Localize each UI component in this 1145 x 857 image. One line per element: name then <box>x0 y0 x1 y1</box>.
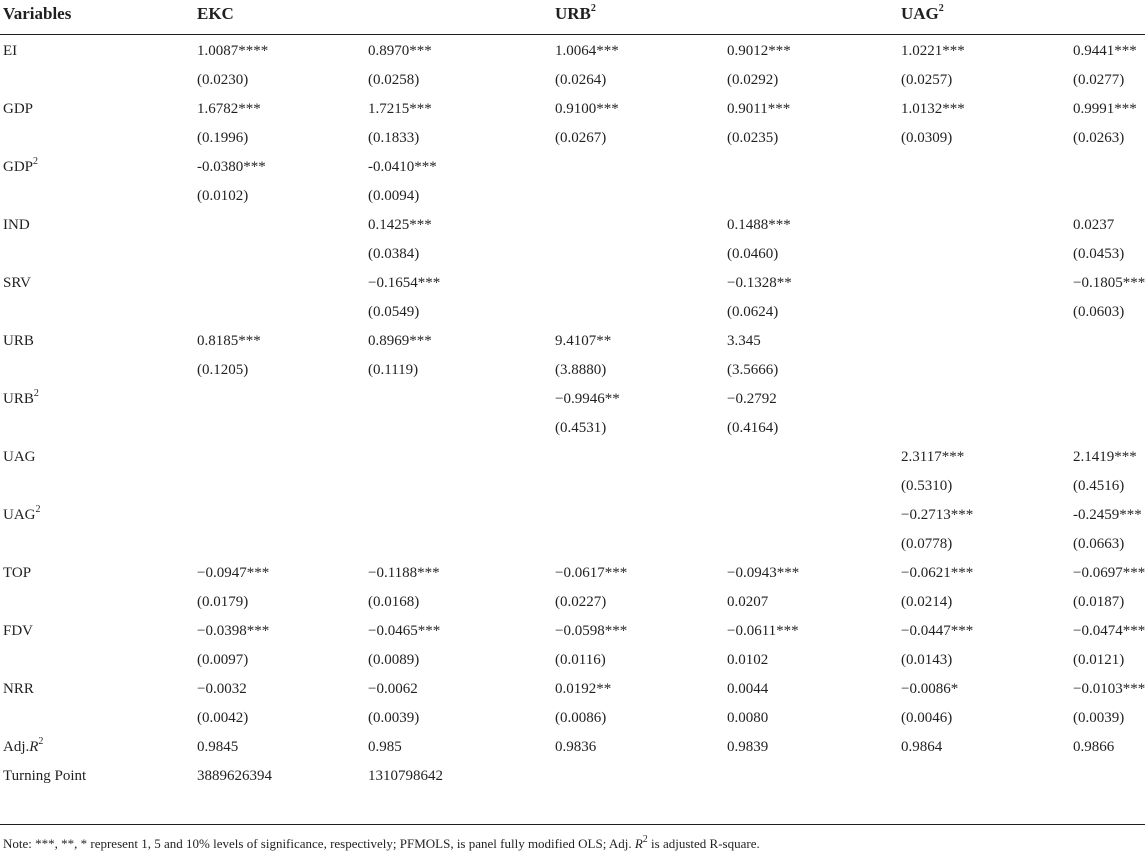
table-cell: (0.1833) <box>368 129 420 146</box>
table-cell: 0.9866 <box>1073 738 1115 755</box>
table-row <box>0 356 1145 385</box>
table-cell: (0.0258) <box>368 71 420 88</box>
table-cell: (0.0257) <box>901 71 953 88</box>
table-cell: 3889626394 <box>197 767 272 784</box>
table-row <box>0 617 1145 646</box>
table-cell: 1.0064*** <box>555 42 619 59</box>
table-cell: -0.0410*** <box>368 158 437 175</box>
table-row <box>0 211 1145 240</box>
table-cell: (3.5666) <box>727 361 779 378</box>
table-cell: (0.0603) <box>1073 303 1125 320</box>
table-cell: 0.8969*** <box>368 332 432 349</box>
table-cell: 0.8970*** <box>368 42 432 59</box>
table-cell: −0.2713*** <box>901 506 974 523</box>
table-row <box>0 37 1145 66</box>
table-cell: 2.1419*** <box>1073 448 1137 465</box>
row-label: URB$^2$ <box>3 387 39 407</box>
table-cell: −0.0103*** <box>1073 680 1145 697</box>
row-label: $Adj.R^2$ <box>3 735 44 755</box>
table-cell: 1.7215*** <box>368 100 432 117</box>
table-cell: 0.9839 <box>727 738 769 755</box>
table-cell: 1.0132*** <box>901 100 965 117</box>
table-row <box>0 675 1145 704</box>
table-row <box>0 95 1145 124</box>
table-row <box>0 414 1145 443</box>
table-cell: −0.0447*** <box>901 622 974 639</box>
table-row <box>0 443 1145 472</box>
table-cell: (0.0046) <box>901 709 953 726</box>
table-cell: (0.0263) <box>1073 129 1125 146</box>
table-cell: 0.0192** <box>555 680 612 697</box>
row-label: NRR <box>3 680 34 697</box>
table-cell: −0.0617*** <box>555 564 628 581</box>
table-cell: 0.985 <box>368 738 402 755</box>
table-cell: −0.0697*** <box>1073 564 1145 581</box>
table-row <box>0 66 1145 95</box>
table-row <box>0 182 1145 211</box>
table-cell: (0.0292) <box>727 71 779 88</box>
table-cell: −0.0474*** <box>1073 622 1145 639</box>
table-cell: 1310798642 <box>368 767 443 784</box>
row-label: TOP <box>3 564 32 581</box>
table-row <box>0 501 1145 530</box>
table-row <box>0 704 1145 733</box>
table-cell: (0.0230) <box>197 71 249 88</box>
table-row <box>0 385 1145 414</box>
table-cell: −0.0465*** <box>368 622 441 639</box>
row-label: EI <box>3 42 18 59</box>
table-cell: (0.1119) <box>368 361 419 378</box>
table-cell: −0.2792 <box>727 390 777 407</box>
table-cell: (0.0460) <box>727 245 779 262</box>
row-label: UAG$^2$ <box>3 503 41 523</box>
table-cell: (0.0089) <box>368 651 420 668</box>
header-rule <box>0 34 1145 35</box>
table-cell: (0.1996) <box>197 129 249 146</box>
bottom-rule <box>0 824 1145 825</box>
table-cell: (0.0116) <box>555 651 606 668</box>
table-row <box>0 733 1145 762</box>
table-cell: (0.0227) <box>555 593 607 610</box>
table-cell: (0.0309) <box>901 129 953 146</box>
table-cell: (0.5310) <box>901 477 953 494</box>
table-cell: (0.0179) <box>197 593 249 610</box>
table-cell: −0.1654*** <box>368 274 441 291</box>
table-cell: −0.0598*** <box>555 622 628 639</box>
table-cell: (0.0039) <box>1073 709 1125 726</box>
table-cell: 1.6782*** <box>197 100 261 117</box>
header-variables: Variables <box>3 4 72 23</box>
table-cell: 0.9011*** <box>727 100 791 117</box>
table-cell: 0.0207 <box>727 593 769 610</box>
table-cell: -0.0380*** <box>197 158 266 175</box>
table-row <box>0 240 1145 269</box>
table-cell: −0.0086* <box>901 680 959 697</box>
table-cell: 1.0221*** <box>901 42 965 59</box>
table-cell: (0.0086) <box>555 709 607 726</box>
table-cell: (0.0214) <box>901 593 953 610</box>
table-cell: (0.0235) <box>727 129 779 146</box>
table-cell: (0.0453) <box>1073 245 1125 262</box>
table-cell: −0.0032 <box>197 680 247 697</box>
table-row <box>0 124 1145 153</box>
table-cell: −0.0947*** <box>197 564 270 581</box>
table-row <box>0 269 1145 298</box>
row-label: Turning Point <box>3 767 87 784</box>
table-cell: (0.0663) <box>1073 535 1125 552</box>
table-cell: (0.0097) <box>197 651 249 668</box>
table-header <box>0 0 1145 34</box>
table-cell: (3.8880) <box>555 361 607 378</box>
table-cell: 9.4107** <box>555 332 612 349</box>
table-cell: (0.0384) <box>368 245 420 262</box>
table-cell: (0.0267) <box>555 129 607 146</box>
table-cell: −0.0398*** <box>197 622 270 639</box>
table-cell: 0.1488*** <box>727 216 791 233</box>
table-cell: −0.9946** <box>555 390 620 407</box>
table-cell: 0.9991*** <box>1073 100 1137 117</box>
table-cell: 0.9012*** <box>727 42 791 59</box>
table-cell: 0.8185*** <box>197 332 261 349</box>
table-row <box>0 559 1145 588</box>
table-row <box>0 153 1145 182</box>
table-cell: 0.0237 <box>1073 216 1115 233</box>
row-label: UAG <box>3 448 36 465</box>
row-label: FDV <box>3 622 34 639</box>
table-cell: (0.1205) <box>197 361 249 378</box>
header-group-ekc: EKC <box>197 4 234 23</box>
table-row <box>0 327 1145 356</box>
table-cell: −0.0621*** <box>901 564 974 581</box>
table-cell: 1.0087**** <box>197 42 269 59</box>
table-note: Note: ***, **, * represent 1, 5 and 10% levels of significance, respectively; PFMOLS, is panel fully modified OLS; Adj. $R^2$ is adjusted R-square. <box>3 833 760 851</box>
table-cell: (0.0094) <box>368 187 420 204</box>
table-cell: −0.0062 <box>368 680 418 697</box>
table-cell: (0.0039) <box>368 709 420 726</box>
table-cell: (0.0121) <box>1073 651 1125 668</box>
table-cell: (0.0277) <box>1073 71 1125 88</box>
table-cell: -0.2459*** <box>1073 506 1142 523</box>
table-cell: 0.0080 <box>727 709 769 726</box>
table-cell: 0.0044 <box>727 680 769 697</box>
table-cell: (0.0624) <box>727 303 779 320</box>
table-cell: 2.3117*** <box>901 448 965 465</box>
table-cell: (0.0168) <box>368 593 420 610</box>
table-cell: 0.9836 <box>555 738 597 755</box>
table-cell: −0.0943*** <box>727 564 800 581</box>
table-cell: (0.4516) <box>1073 477 1125 494</box>
table-row <box>0 762 1145 791</box>
row-label: SRV <box>3 274 31 291</box>
table-row <box>0 588 1145 617</box>
table-cell: 0.0102 <box>727 651 769 668</box>
table-row <box>0 472 1145 501</box>
table-cell: (0.0187) <box>1073 593 1125 610</box>
table-cell: (0.0778) <box>901 535 953 552</box>
table-cell: (0.4531) <box>555 419 607 436</box>
header-group-urb2: URB$^2$ <box>555 3 596 23</box>
row-label: GDP$^2$ <box>3 155 39 175</box>
table-cell: 0.9441*** <box>1073 42 1137 59</box>
table-row <box>0 298 1145 327</box>
table-cell: −0.0611*** <box>727 622 799 639</box>
table-cell: (0.4164) <box>727 419 779 436</box>
table-cell: (0.0549) <box>368 303 420 320</box>
table-cell: 3.345 <box>727 332 761 349</box>
table-cell: (0.0042) <box>197 709 249 726</box>
table-cell: −0.1805*** <box>1073 274 1145 291</box>
table-cell: (0.0143) <box>901 651 953 668</box>
table-cell: −0.1328** <box>727 274 792 291</box>
table-cell: (0.0264) <box>555 71 607 88</box>
table-cell: (0.0102) <box>197 187 249 204</box>
row-label: URB <box>3 332 34 349</box>
table-cell: 0.9845 <box>197 738 239 755</box>
row-label: IND <box>3 216 30 233</box>
table-cell: 0.9864 <box>901 738 943 755</box>
table-cell: 0.9100*** <box>555 100 619 117</box>
table-row <box>0 646 1145 675</box>
row-label: GDP <box>3 100 34 117</box>
header-group-uag2: UAG$^2$ <box>901 3 944 23</box>
table-cell: −0.1188*** <box>368 564 440 581</box>
table-row <box>0 530 1145 559</box>
table-cell: 0.1425*** <box>368 216 432 233</box>
